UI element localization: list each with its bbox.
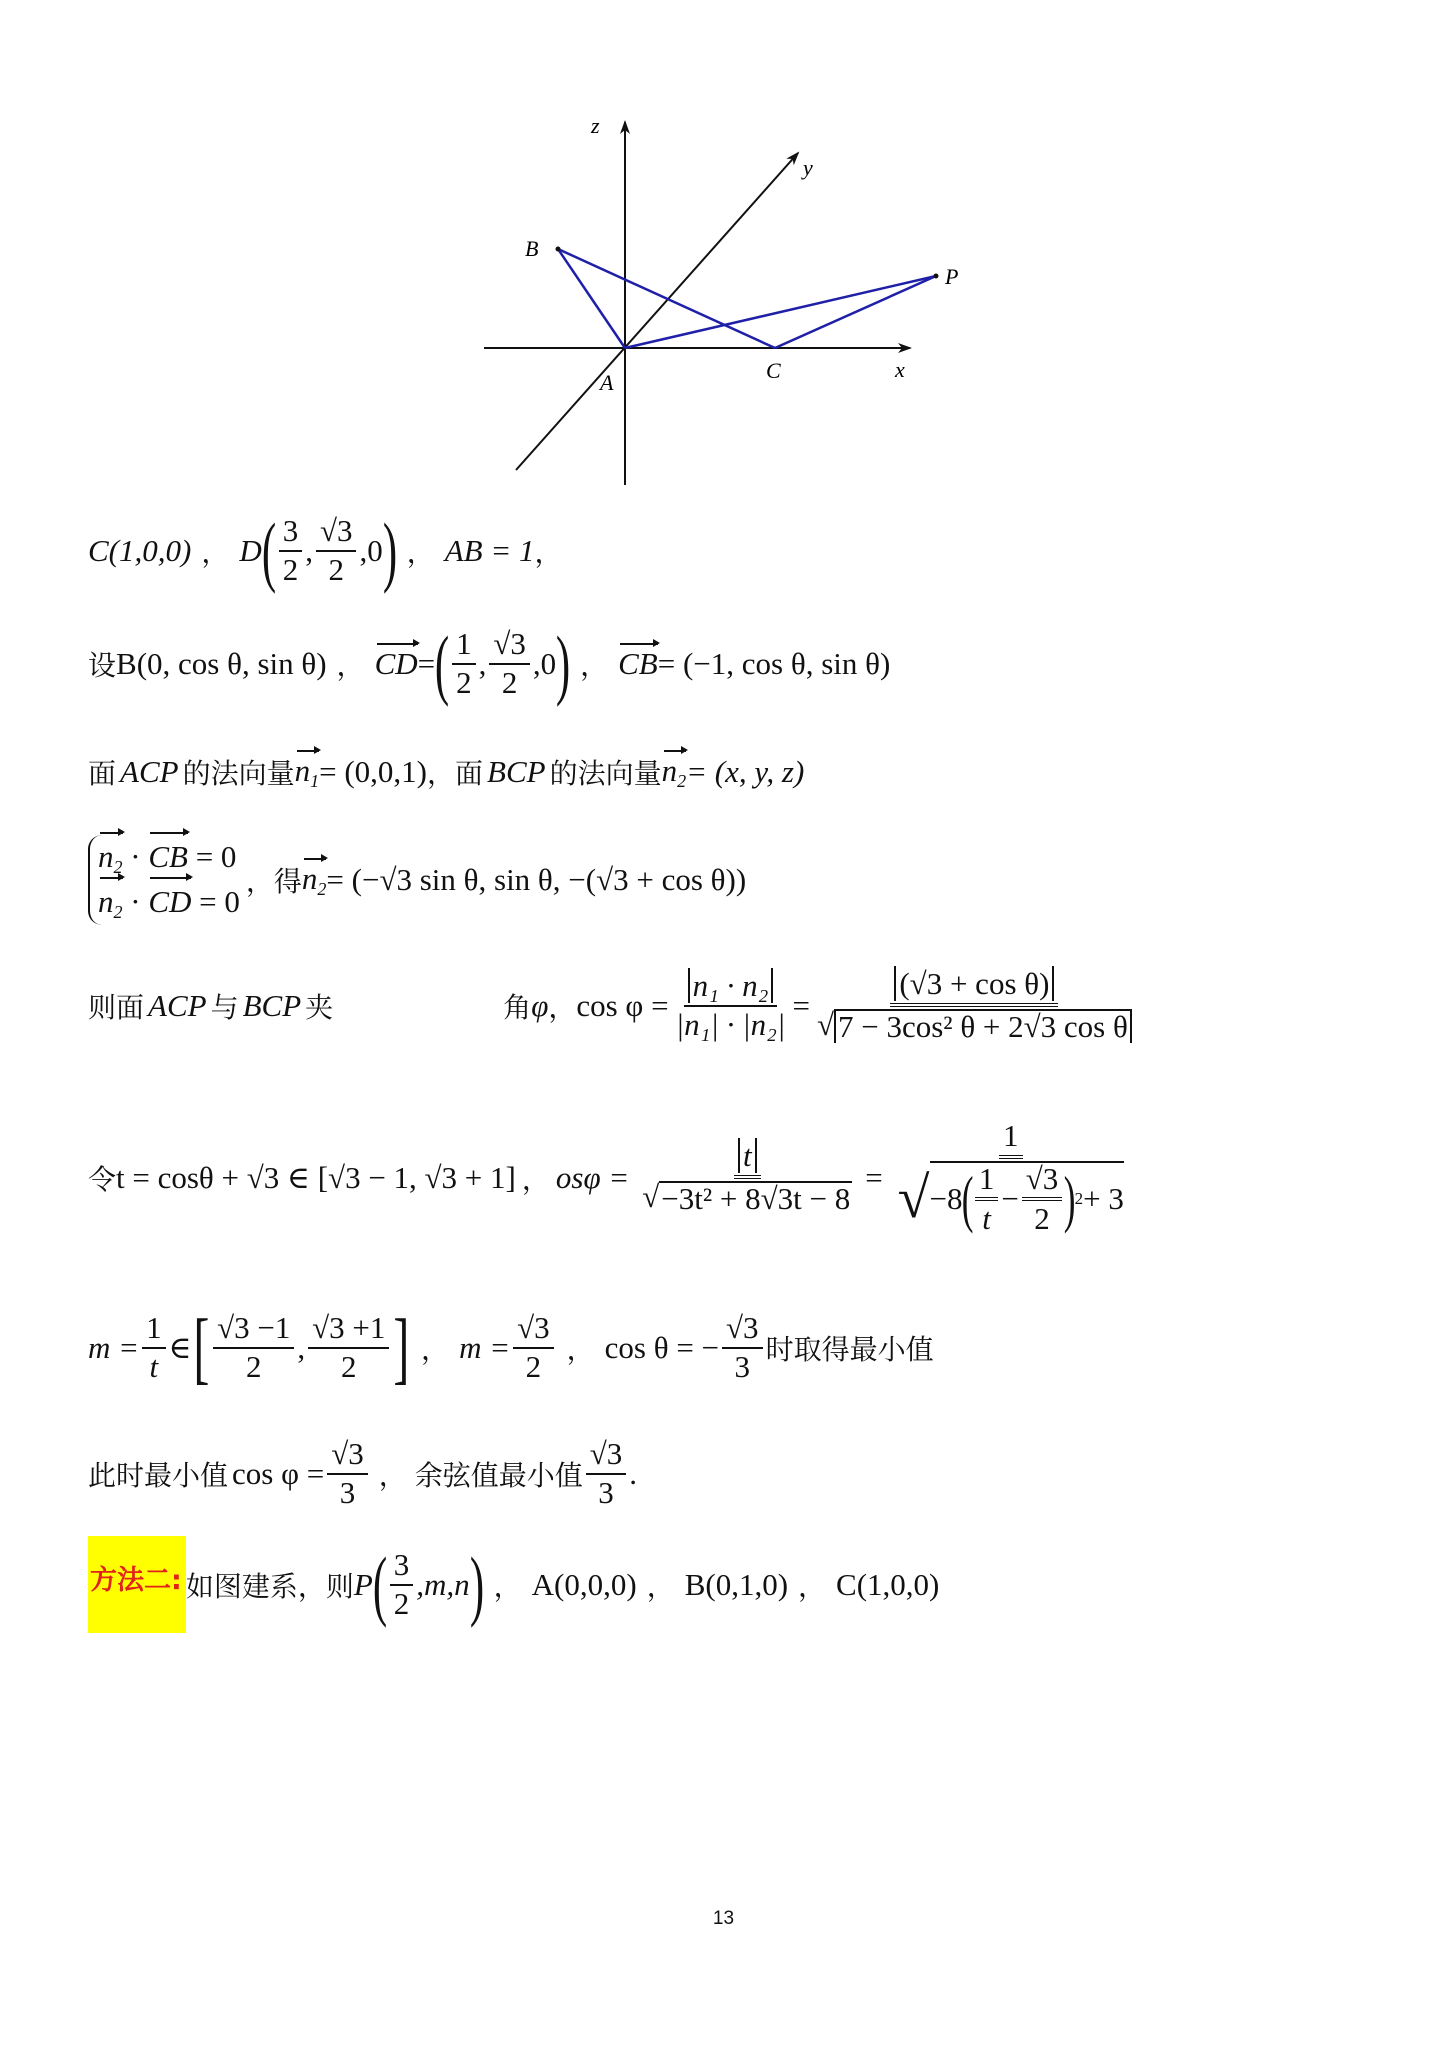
d-tail: ,0 xyxy=(359,533,383,568)
point-b: B(0,1,0) xyxy=(684,1566,789,1602)
plane-acp: ACP xyxy=(120,754,179,789)
fraction: $\frac{√3}{3}$ xyxy=(327,1438,368,1509)
vector-cb-value: = (−1, cos θ, sin θ) xyxy=(657,646,891,681)
separator: ， xyxy=(548,990,577,1024)
fraction: $\frac{√3}{2}$ xyxy=(489,628,530,699)
fraction: $\frac{√3}{2}$ xyxy=(513,1312,554,1383)
text: 的法向量 xyxy=(182,757,295,790)
fraction: $\frac{1}{t}$ xyxy=(142,1312,166,1383)
text: 余弦值最小值 xyxy=(414,1458,583,1492)
plane-acp: ACP xyxy=(148,987,207,1023)
text: 则面 xyxy=(88,990,145,1024)
plane-bcp: BCP xyxy=(487,754,546,789)
separator: ， xyxy=(426,757,455,790)
point-b-label: B xyxy=(525,236,539,261)
text: 时取得最小值 xyxy=(765,1333,934,1366)
equals: = xyxy=(865,1159,883,1195)
phi: φ xyxy=(531,987,549,1023)
page-number: 13 xyxy=(712,1908,735,1929)
text: 与 xyxy=(210,990,239,1024)
fraction: $\frac{√3 +1}{2}$ xyxy=(308,1312,389,1383)
point-c-label: C xyxy=(766,358,781,383)
cos-phi: cos φ = xyxy=(232,1455,325,1491)
fraction: $\frac{√3 -1}{2}$ xyxy=(213,1312,294,1383)
separator: ， xyxy=(378,1458,407,1492)
separator: ， xyxy=(493,1569,522,1603)
right-paren: ) xyxy=(469,1540,484,1628)
line-set-b: 设 B(0, cos θ, sin θ) ， CD = ( $\frac{1}{2}$ , $\frac{√3}{2}$ ,0 ) ， CB = (−1, cos θ, sin θ) xyxy=(88,620,891,707)
separator: ， xyxy=(421,1333,450,1366)
m-label: m = xyxy=(459,1330,511,1365)
text: 角 xyxy=(503,990,532,1024)
n2-value: = (x, y, z) xyxy=(686,754,805,789)
cos-theta: cos θ = − xyxy=(604,1330,720,1365)
line-coordinates-c-d: C(1,0,0) ， D ( $\frac{3}{2}$ , $\frac{√3}{2}$ ,0 ) ， AB = 1 ， xyxy=(88,507,563,594)
m-label: m = xyxy=(88,1330,140,1365)
point-p-label: P xyxy=(353,1566,373,1602)
fraction-expanded: (√3 + cos θ) √ 7 − 3cos² θ + 2√3 cos θ xyxy=(813,968,1136,1043)
text-she: 设 xyxy=(88,649,117,682)
fraction: $\frac{3}{2}$ xyxy=(390,1549,414,1620)
right-paren: ) xyxy=(555,620,571,707)
fraction: $\frac{√3}{2}$ xyxy=(316,515,357,586)
point-c: C(1,0,0) xyxy=(836,1566,940,1602)
right-bracket: ] xyxy=(393,1304,410,1392)
line-substitution-t xyxy=(88,1120,1139,1236)
equation-system: $n_2$ · CB = 0 $n_2$ · CD = 0 xyxy=(88,835,240,925)
fraction: $\frac{√3}{3}$ xyxy=(586,1438,627,1509)
n2-result: = (−√3 sin θ, sin θ, −(√3 + cos θ)) xyxy=(326,862,747,898)
text: 令 xyxy=(88,1162,117,1196)
vector-n2: $n_2$ xyxy=(661,752,687,791)
element-of: ∈ xyxy=(168,1330,192,1365)
left-paren: ( xyxy=(372,1540,387,1628)
fraction-completed-square: 1 √ −8 ( $\frac{1}{t}$ − $\frac{√3}{2}$ ) 2 + 3 xyxy=(897,1118,1124,1237)
line-dihedral-angle xyxy=(88,968,1139,1043)
separator: ， xyxy=(521,1162,550,1196)
line-minimum-value xyxy=(88,1438,637,1509)
equals: = xyxy=(417,646,436,681)
x-axis-label: x xyxy=(895,357,905,382)
separator: ， xyxy=(245,865,274,899)
text: 的法向量 xyxy=(549,757,662,790)
text: 夹 xyxy=(305,990,334,1024)
separator: ， xyxy=(336,649,365,682)
y-axis xyxy=(516,153,798,470)
ab-length: AB = 1 xyxy=(444,533,535,568)
point-b: B(0, cos θ, sin θ) xyxy=(116,646,327,681)
right-paren: ) xyxy=(382,507,397,594)
p-tail: ,m,n xyxy=(416,1566,470,1602)
separator: ， xyxy=(201,536,230,569)
y-axis-label: y xyxy=(803,155,813,180)
point-a-label: A xyxy=(600,370,614,395)
text: 此时最小值 xyxy=(88,1458,229,1492)
line-m-range: m = $\frac{1}{t}$ ∈ [ $\frac{√3 -1}{2}$ , $\frac{√3 +1}{2}$ ] ， m = $\frac{√3}{2}$ ， cos θ = − $\frac{√3}{3}$ 时取得最小值 xyxy=(88,1304,934,1392)
left-paren: ( xyxy=(261,507,276,594)
line-normal-vectors xyxy=(88,752,804,792)
fraction-t: t √ −3t² + 8√3t − 8 xyxy=(642,1138,851,1216)
text-de: 得 xyxy=(273,865,302,899)
n1-value: = (0,0,1) xyxy=(319,754,427,789)
text: 面 xyxy=(455,757,484,790)
vector-n1: $n_1$ xyxy=(294,752,320,791)
text: 面 xyxy=(88,757,117,790)
fraction: $\frac{1}{2}$ xyxy=(452,628,476,699)
point-p-label: P xyxy=(945,264,959,289)
point-a: A(0,0,0) xyxy=(531,1566,637,1602)
left-paren: ( xyxy=(434,620,450,707)
separator: ， xyxy=(580,649,609,682)
cos-phi: cos φ = xyxy=(576,987,669,1023)
os-phi: osφ = xyxy=(555,1159,630,1195)
text: 如图建系，则 xyxy=(185,1569,354,1603)
point-d-label: D xyxy=(239,533,262,568)
fraction: $\frac{3}{2}$ xyxy=(279,515,303,586)
separator: ， xyxy=(534,536,563,569)
plane-bcp: BCP xyxy=(242,987,302,1023)
vector-n2: $n_2$ xyxy=(301,860,327,899)
separator: ， xyxy=(566,1333,595,1366)
vector-cb: CB xyxy=(618,646,658,681)
point-c: C(1,0,0) xyxy=(88,533,192,568)
line-equation-system xyxy=(88,835,746,925)
separator: ， xyxy=(406,536,435,569)
fraction-normals: $\frac{\text{n₁ · n₂}}{\text{|n₁| · |n₂|}}$ xyxy=(675,968,786,1042)
t-definition: t = cosθ + √3 ∈ [√3 − 1, √3 + 1] xyxy=(116,1159,516,1195)
separator: ， xyxy=(798,1569,827,1603)
cd-tail: ,0 xyxy=(532,646,557,681)
method-two-label: 方法二: xyxy=(88,1536,186,1633)
separator: ， xyxy=(646,1569,675,1603)
left-bracket: [ xyxy=(192,1304,209,1392)
equals: = xyxy=(792,987,810,1023)
vector-cd: CD xyxy=(374,646,418,681)
line-method-two xyxy=(88,1536,939,1633)
fraction: $\frac{√3}{3}$ xyxy=(722,1312,763,1383)
z-axis-label: z xyxy=(591,113,600,138)
period: . xyxy=(629,1455,638,1491)
